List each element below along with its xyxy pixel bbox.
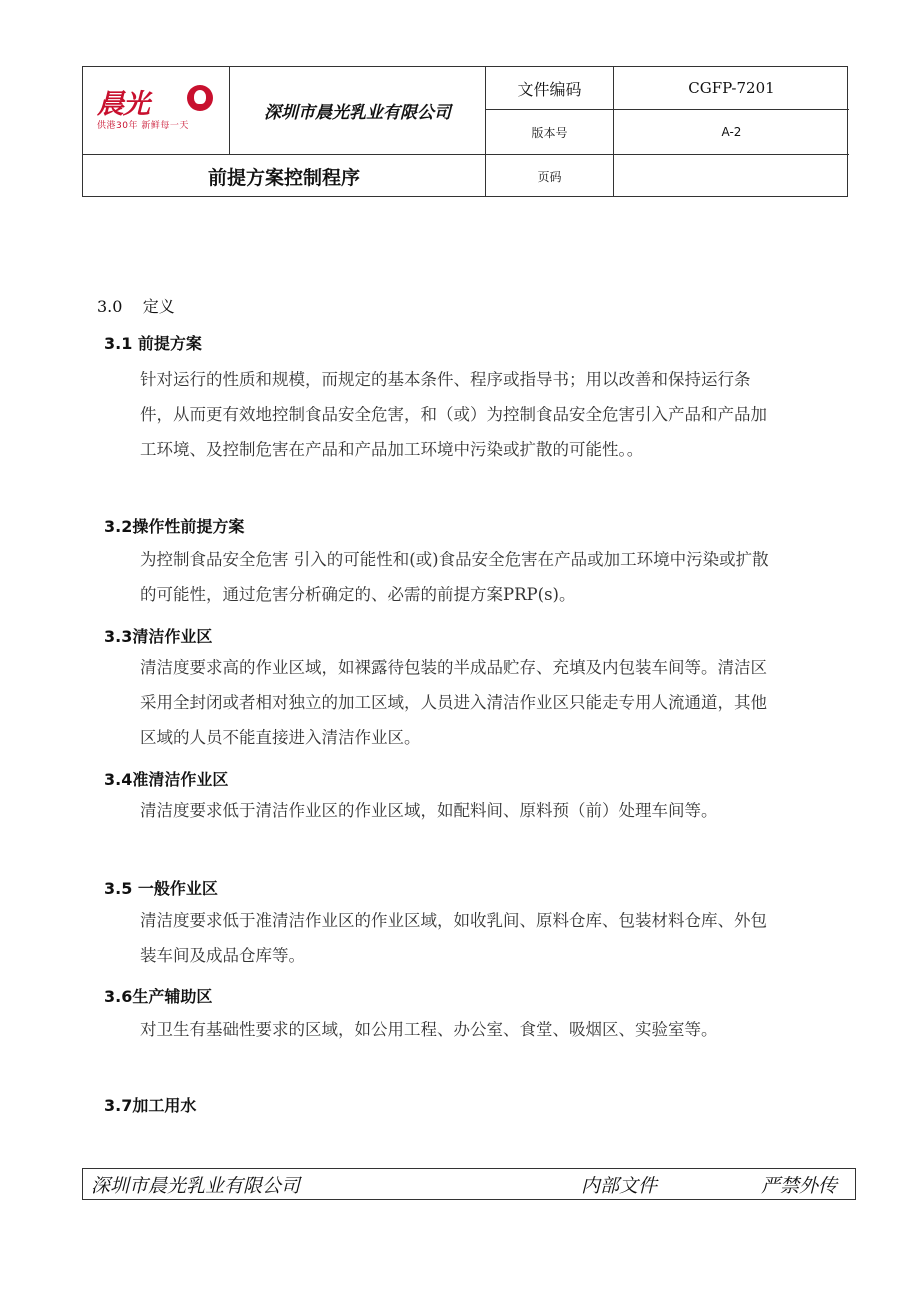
section-heading: [97, 294, 175, 317]
definition-heading: 3.6生产辅助区: [104, 987, 213, 1006]
footer-company: 深圳市晨光乳业有限公司: [91, 1175, 301, 1197]
footer-internal: 内部文件: [581, 1175, 658, 1197]
document-header-table: [82, 66, 848, 197]
definition-heading: 3.7加工用水: [104, 1096, 197, 1115]
page-label: 页码: [537, 169, 562, 184]
definition-heading: 3.4准清洁作业区: [104, 770, 229, 789]
doc-title: 前提方案控制程序: [207, 166, 360, 189]
footer-restriction: 严禁外传: [761, 1175, 838, 1197]
section-number: 3.0: [97, 297, 123, 316]
definition-heading: 3.1 前提方案: [104, 334, 202, 353]
section-title: 定义: [142, 297, 175, 316]
definition-text: 清洁度要求低于准清洁作业区的作业区域，如收乳间、原料仓库、包装材料仓库、外包装车间及成品仓库等。: [140, 911, 767, 965]
definition-text: 清洁度要求高的作业区域，如裸露待包装的半成品贮存、充填及内包装车间等。清洁区采用全封闭或者相对独立的加工区域，人员进入清洁作业区只能走专用人流通道，其他区域的人员不能直接进入清洁作业区。: [140, 658, 767, 747]
definition-text: 针对运行的性质和规模，而规定的基本条件、程序或指导书；用以改善和保持运行条件，从而更有效地控制食品安全危害，和（或）为控制食品安全危害引入产品和产品加工环境、及控制危害在产品和产品加工环境中污染或扩散的可能性。。: [140, 370, 767, 459]
definition-heading: 3.2操作性前提方案: [104, 517, 245, 536]
company-logo: [83, 67, 229, 154]
version-label: 版本号: [531, 125, 568, 140]
definition-text: 对卫生有基础性要求的区域，如公用工程、办公室、食堂、吸烟区、实验室等。: [140, 1020, 718, 1039]
logo-emblem-icon: [187, 85, 213, 111]
doc-code-label: 文件编码: [517, 79, 582, 99]
page-value: [614, 155, 849, 197]
definition-heading: 3.5 一般作业区: [104, 879, 218, 898]
definition-text: 为控制食品安全危害 引入的可能性和(或)食品安全危害在产品或加工环境中污染或扩散的可能性，通过危害分析确定的、必需的前提方案PRP(s)。: [140, 550, 769, 604]
company-name: 深圳市晨光乳业有限公司: [264, 103, 451, 123]
document-footer: [82, 1168, 856, 1200]
definition-text: 清洁度要求低于清洁作业区的作业区域，如配料间、原料预（前）处理车间等。: [140, 801, 718, 820]
doc-code-value: CGFP-7201: [688, 79, 775, 97]
version-value: A-2: [721, 125, 742, 139]
logo-wordmark: 晨光: [97, 89, 149, 120]
definition-heading: 3.3清洁作业区: [104, 627, 213, 646]
logo-tagline: 供港30年 新鲜每一天: [97, 121, 189, 131]
